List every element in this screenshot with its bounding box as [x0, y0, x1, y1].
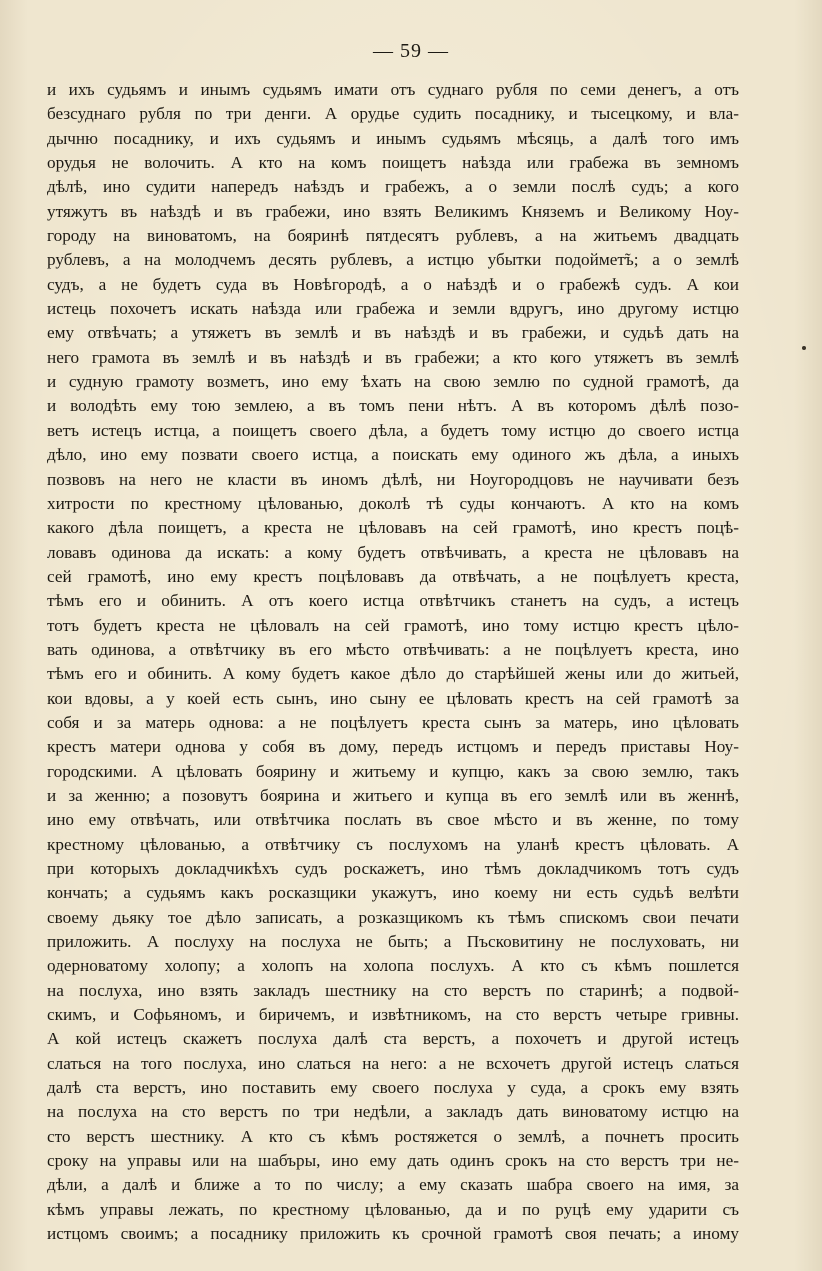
text-line: на послуха на сто верстъ по три недѣли, а закладъ дать виноватому истцю на — [47, 1102, 739, 1122]
text-line: дѣли, а далѣ и ближе а то по числу; а ему сказать шабра своего на имя, за — [47, 1175, 739, 1195]
text-line: городу на виноватомъ, на бояринѣ пятдесятъ рублевъ, а на житьемъ двадцать — [47, 226, 739, 246]
text-line: рублевъ, а на молодчемъ десять рублевъ, а истцю убытки подоймет̃ъ; а о землѣ — [47, 250, 739, 270]
text-line: безсуднаго рубля по три денги. А орудье судить посаднику, и тысецкому, и вла- — [47, 104, 739, 124]
text-line: какого дѣла поищетъ, а креста не цѣловавъ на сей грамотѣ, ино крестъ поцѣ- — [47, 518, 739, 538]
text-line: городскими. А цѣловать боярину и житьему и купцю, какъ за свою землю, такъ — [47, 761, 739, 781]
text-line: вать одинова, а отвѣтчику въ его мѣсто отвѣчивать: а не поцѣлуетъ креста, ино — [47, 639, 739, 659]
text-line: кои вдовы, а у коей есть сынъ, ино сыну ее цѣловать крестъ на сей грамотѣ за — [47, 688, 739, 708]
text-line: дычню посаднику, и ихъ судьямъ и инымъ судьямъ мѣсяць, а далѣ того имъ — [47, 128, 739, 148]
text-line: и судную грамоту возметъ, ино ему ѣхать на свою землю по судной грамотѣ, да — [47, 372, 739, 392]
text-line: тѣмъ его и обинить. А отъ коего истца отвѣтчикъ станетъ на судъ, а истецъ — [47, 591, 739, 611]
text-line: своему дьяку тое дѣло записать, а розказщикомъ къ тѣмъ спискомъ свои печати — [47, 907, 739, 927]
text-line: ино ему отвѣчать, или отвѣтчика послать въ свое мѣсто и въ женне, по тому — [47, 810, 739, 830]
body-text — [47, 78, 739, 1247]
text-line: истцомъ своимъ; а посаднику приложить къ срочной грамотѣ своя печать; а иному — [47, 1224, 739, 1244]
text-line: скимъ, и Софьяномъ, и биричемъ, и извѣтникомъ, на сто верстъ четыре гривны. — [47, 1005, 739, 1025]
text-line: дѣлѣ, ино судити напередъ наѣздъ и грабежъ, а о земли послѣ судъ; а кого — [47, 177, 739, 197]
text-line: собя и за матерь однова: а не поцѣлуетъ креста сынъ за матерь, ино цѣловать — [47, 712, 739, 732]
text-line: тѣмъ его и обинить. А кому будетъ какое дѣло до старѣйшей жены или до житьей, — [47, 664, 739, 684]
text-line: него грамота въ землѣ и въ наѣздѣ и въ грабежи; а кто кого утяжетъ въ землѣ — [47, 347, 739, 367]
text-line: кѣмъ управы лежать, по крестному цѣлованью, да и по руцѣ ему ударити съ — [47, 1199, 739, 1219]
text-line: дѣло, ино ему позвати своего истца, а поискать ему одиного жъ дѣла, а иныхъ — [47, 445, 739, 465]
text-line: крестному цѣлованью, а отвѣтчику съ послухомъ на уланѣ крестъ цѣловать. А — [47, 834, 739, 854]
text-line: хитрости по крестному цѣлованью, доколѣ тѣ суды кончаютъ. А кто на комъ — [47, 493, 739, 513]
text-line: ветъ истецъ истца, а поищетъ своего дѣла, а будетъ тому истцю до своего истца — [47, 420, 739, 440]
text-line: судъ, а не будетъ суда въ Новѣгородѣ, а о наѣздѣ и о грабежѣ судъ. А кои — [47, 274, 739, 294]
text-line: одерноватому холопу; а холопъ на холопа послухъ. А кто съ кѣмъ пошлется — [47, 956, 739, 976]
text-line: слаться на того послуха, ино слаться на него: а не всхочетъ другой истецъ слаться — [47, 1053, 739, 1073]
text-line: сей грамотѣ, ино ему крестъ поцѣловавъ да отвѣчать, а не поцѣлуетъ креста, — [47, 566, 739, 586]
text-line: и володѣть ему тою землею, а въ томъ пени нѣтъ. А въ которомъ дѣлѣ позо- — [47, 396, 739, 416]
text-line: на послуха, ино взять закладъ шестнику на сто верстъ по старинѣ; а подвой- — [47, 980, 739, 1000]
text-line: тотъ будетъ креста не цѣловалъ на сей грамотѣ, ино тому истцю крестъ цѣло- — [47, 615, 739, 635]
margin-speck — [802, 346, 806, 350]
text-line: сто верстъ шестнику. А кто съ кѣмъ ростяжется о землѣ, а почнетъ просить — [47, 1126, 739, 1146]
text-line: крестъ матери однова у собя въ дому, передъ истцомъ и передъ приставы Ноу- — [47, 737, 739, 757]
text-line: истець похочетъ искать наѣзда или грабежа и земли вдругъ, ино другому истцю — [47, 299, 739, 319]
text-line: позвовъ на него не класти въ иномъ дѣлѣ, ни Ноугородцовъ не научивати безъ — [47, 469, 739, 489]
text-line: орудья не волочить. А кто на комъ поищетъ наѣзда или грабежа въ земномъ — [47, 153, 739, 173]
text-line: и ихъ судьямъ и инымъ судьямъ имати отъ суднаго рубля по семи денегъ, а отъ — [47, 80, 739, 99]
text-line: утяжутъ въ наѣздѣ и въ грабежи, ино взять Великимъ Княземъ и Великому Ноу- — [47, 201, 739, 221]
text-line: А кой истецъ скажетъ послуха далѣ ста верстъ, а похочетъ и другой истецъ — [47, 1029, 739, 1049]
text-line: кончать; а судьямъ какъ росказщики укажутъ, ино коему ни есть судьѣ велѣти — [47, 883, 739, 903]
text-line: и за женню; а позовутъ боярина и житьего и купца въ его землѣ или въ женнѣ, — [47, 785, 739, 805]
text-line: далѣ ста верстъ, ино поставить ему своего послуха у суда, а срокъ ему взять — [47, 1078, 739, 1098]
text-line: при которыхъ докладчикѣхъ судъ роскажетъ, ино тѣмъ докладчикомъ тотъ судъ — [47, 859, 739, 878]
page-number: — 59 — — [373, 40, 449, 62]
text-line: сроку на управы или на шабъры, ино ему дать одинъ срокъ на сто верстъ три не- — [47, 1151, 739, 1171]
text-line: приложить. А послуху на послуха не быть; а Пъсковитину не послуховать, ни — [47, 932, 739, 952]
text-line: ловавъ одинова да искать: а кому будетъ отвѣчивать, а креста не цѣловавъ на — [47, 542, 739, 562]
text-line: ему отвѣчать; а утяжетъ въ землѣ и въ наѣздѣ и въ грабежи, и судьѣ дать на — [47, 323, 739, 343]
